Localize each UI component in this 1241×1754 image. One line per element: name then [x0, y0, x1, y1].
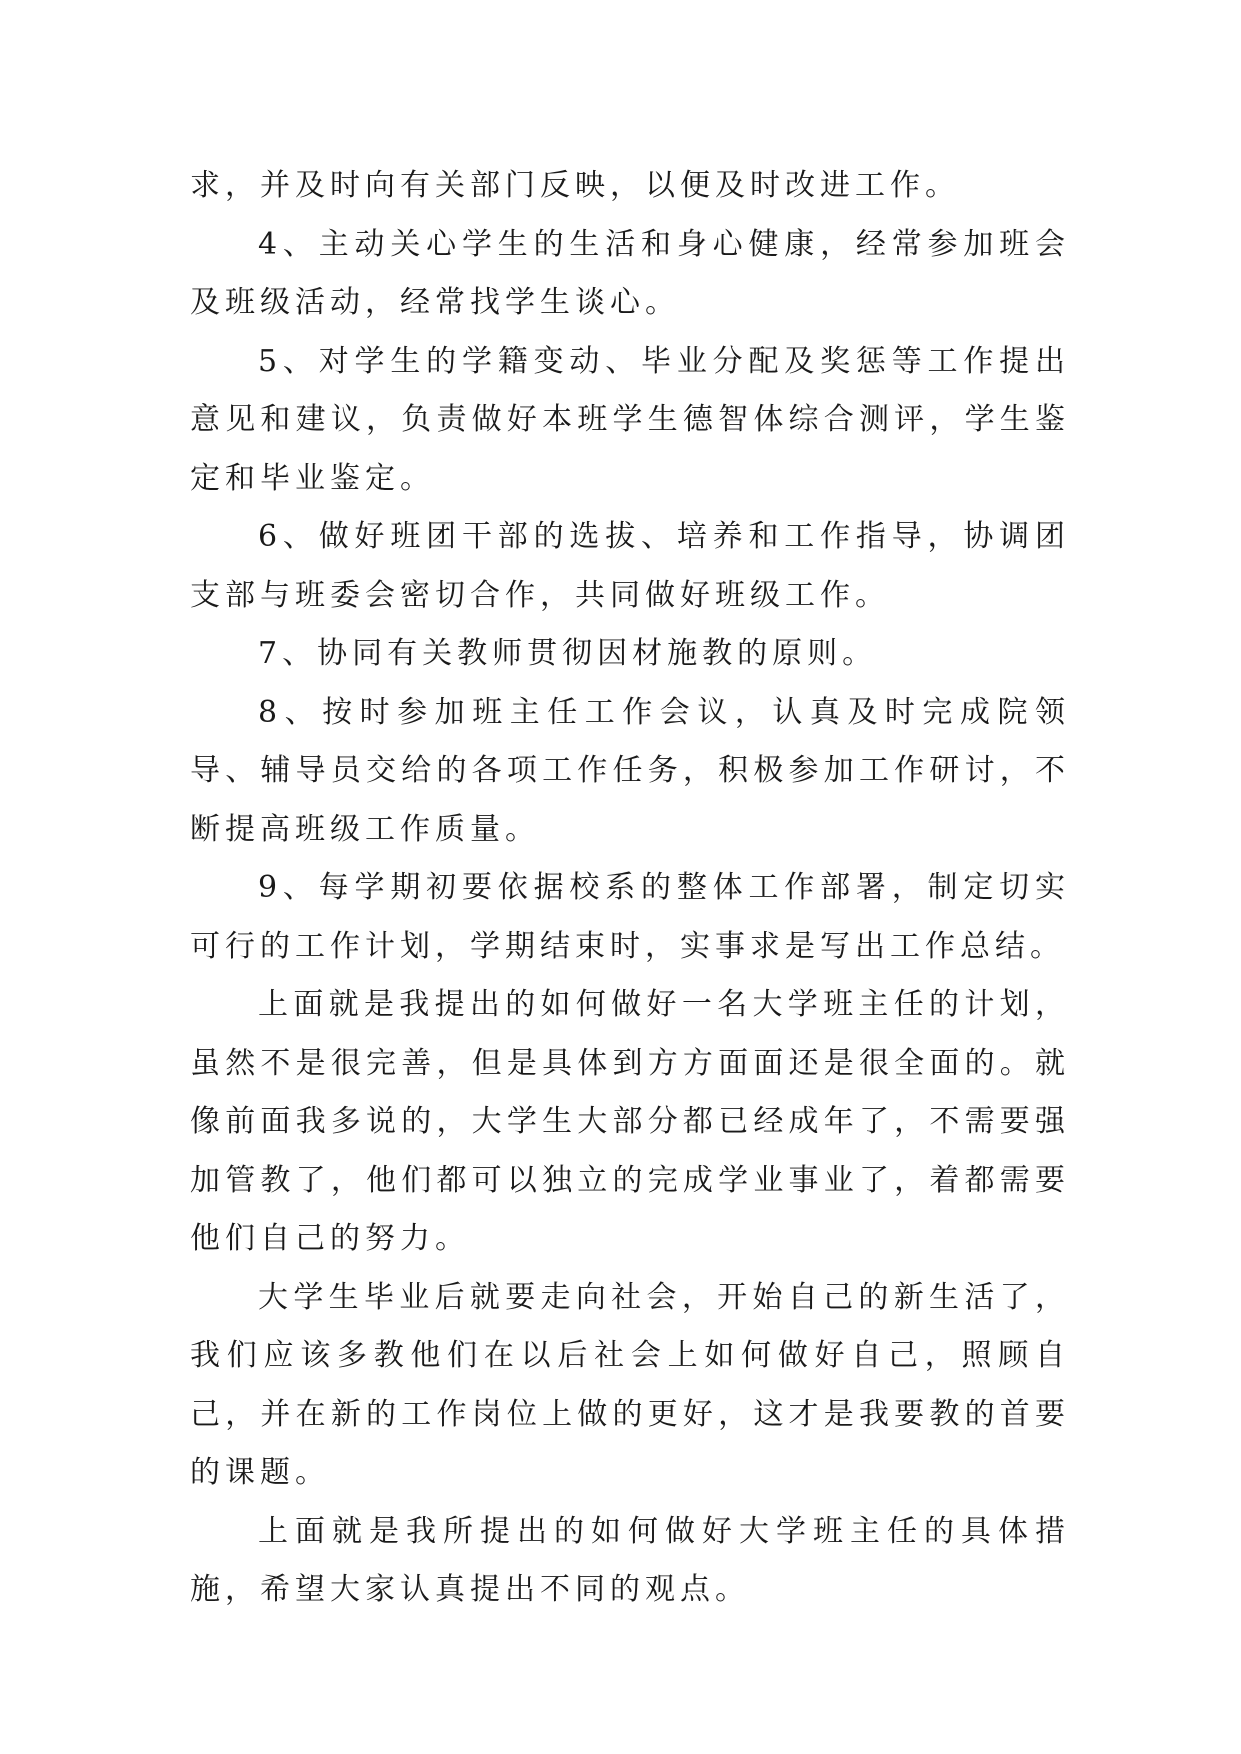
paragraph-item-9: 9、每学期初要依据校系的整体工作部署，制定切实可行的工作计划，学期结束时，实事求是写出工作总结。: [190, 870, 1070, 964]
paragraph-item-6: 6、做好班团干部的选拔、培养和工作指导，协调团支部与班委会密切合作，共同做好班级工作。: [190, 519, 1070, 613]
document-body: [190, 157, 1070, 1620]
paragraph-summary: 上面就是我提出的如何做好一名大学班主任的计划，虽然不是很完善，但是具体到方方面面还是很全面的。就像前面我多说的，大学生大部分都已经成年了，不需要强加管教了，他们都可以独立的完成学业事业了，着都需要他们自己的努力。: [190, 987, 1070, 1256]
paragraph-item-5: 5、对学生的学籍变动、毕业分配及奖惩等工作提出意见和建议，负责做好本班学生德智体综合测评，学生鉴定和毕业鉴定。: [190, 343, 1070, 496]
paragraph-conclusion: 上面就是我所提出的如何做好大学班主任的具体措施，希望大家认真提出不同的观点。: [190, 1513, 1070, 1607]
paragraph-item-4: 4、主动关心学生的生活和身心健康，经常参加班会及班级活动，经常找学生谈心。: [190, 226, 1070, 320]
paragraph-item-7: 7、协同有关教师贯彻因材施教的原则。: [258, 636, 878, 671]
paragraph-graduation: 大学生毕业后就要走向社会，开始自己的新生活了，我们应该多教他们在以后社会上如何做好自己，照顾自己，并在新的工作岗位上做的更好，这才是我要教的首要的课题。: [190, 1279, 1070, 1490]
paragraph-continuation: 求，并及时向有关部门反映，以便及时改进工作。: [190, 168, 960, 203]
paragraph-item-8: 8、按时参加班主任工作会议，认真及时完成院领导、辅导员交给的各项工作任务，积极参加工作研讨，不断提高班级工作质量。: [190, 694, 1070, 847]
